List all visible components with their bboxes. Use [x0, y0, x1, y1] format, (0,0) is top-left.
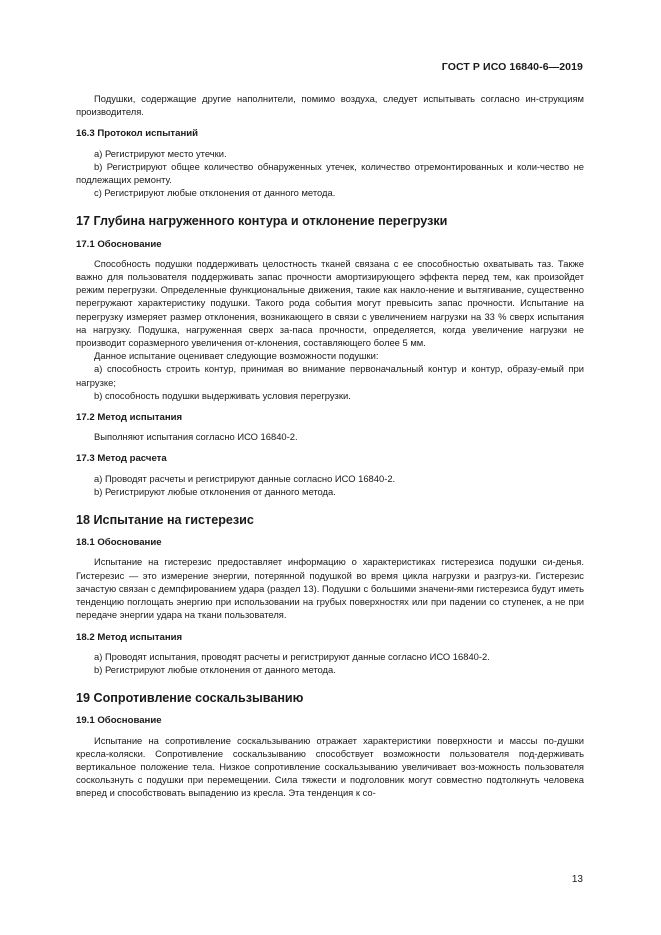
section-16-3-item-c: c) Регистрируют любые отклонения от данного метода. [94, 187, 336, 199]
section-16-3-title: 16.3 Протокол испытаний [76, 128, 199, 140]
section-17-1-item-b: b) способность подушки выдерживать условия перегрузки. [94, 389, 351, 401]
section-19-heading: 19 Сопротивление соскальзыванию [76, 691, 304, 706]
section-17-heading: 17 Глубина нагруженного контура и отклонение перегрузки [76, 214, 448, 229]
section-18-2-item-b: b) Регистрируют любые отклонения от данного метода. [94, 663, 336, 675]
section-17-1-paragraph-2: Данное испытание оценивает следующие возможности подушки: [94, 350, 379, 362]
section-16-3-item-b: b) Регистрируют общее количество обнаруженных утечек, количество отремонтированных и коли-чество не подлежащих ремонту. [76, 160, 584, 186]
section-18-1-paragraph: Испытание на гистерезис предоставляет информацию о характеристиках гистерезиса подушки си-денья. Гистерезис — это измерение энергии, потерянной подушкой во время цикла нагрузки и разгруз-ки. Гистерезис зачастую связан с демпфированием удара (раздел 13). Подушки с большими значени-ями гистерезиса будут иметь тенденцию поглощать энергию при использовании на грубых поверхностях или при падении со ступенек, а не при передаче энергии удара на ткани пользователя. [76, 556, 584, 621]
section-17-3-title: 17.3 Метод расчета [76, 453, 167, 465]
section-18-2-title: 18.2 Метод испытания [76, 631, 183, 643]
intro-paragraph: Подушки, содержащие другие наполнители, помимо воздуха, следует испытывать согласно ин-струкциям производителя. [76, 93, 584, 118]
section-17-1-item-a: a) способность строить контур, принимая во внимание первоначальный контур и контур, образу-емый при нагрузке; [76, 363, 584, 388]
section-17-2-title: 17.2 Метод испытания [76, 412, 183, 424]
section-18-2-item-a: a) Проводят испытания, проводят расчеты и регистрируют данные согласно ИСО 16840-2. [94, 650, 490, 662]
section-18-1-title: 18.1 Обоснование [76, 537, 162, 549]
section-17-1-paragraph-1: Способность подушки поддерживать целостность тканей связана с ее способностью охватывать таз. Также важно для пользователя поддерживать запас прочности амортизирующего эффекта перед тем, как произойдет режим перегрузки. Определенные функциональные движения, такие как накло-нение и вытягивание, существенно перегружают характеристику подушки. Такого рода события могут превысить запас прочности. Испытание на перегрузку измеряет размер отклонения, возникающего в связи с увеличением нагрузки на 33 % сверх испытания на нагрузку. Подушка, нагруженная сверх за-паса прочности, определяется, когда увеличение нагрузки не производит соразмерного увеличения от-клонения, составляющего более 5 мм. [76, 257, 584, 349]
document-body [76, 92, 584, 800]
section-18-heading: 18 Испытание на гистерезис [76, 513, 254, 528]
section-17-3-item-a: a) Проводят расчеты и регистрируют данные согласно ИСО 16840-2. [94, 472, 396, 484]
page-number: 13 [571, 874, 583, 885]
section-17-2-paragraph: Выполняют испытания согласно ИСО 16840-2. [94, 431, 298, 443]
section-19-1-title: 19.1 Обоснование [76, 715, 162, 727]
section-16-3-item-a: a) Регистрируют место утечки. [94, 147, 227, 159]
section-17-3-item-b: b) Регистрируют любые отклонения от данного метода. [94, 485, 336, 497]
document-code-header: ГОСТ Р ИСО 16840-6—2019 [441, 61, 583, 73]
section-17-1-title: 17.1 Обоснование [76, 238, 162, 250]
section-19-1-paragraph: Испытание на сопротивление соскальзыванию отражает характеристики поверхности и массы по-душки кресла-коляски. Сопротивление соскальзыванию способствует возможности пользователя под-держивать вертикальное положение тела. Низкое сопротивление соскальзыванию увеличивает воз-можность пользователя соскользнуть с подушки при перемещении. Сила тяжести и подголовник могут совместно подтолкнуть человека вперед и способствовать выпадению из кресла. Эта тенденция к со- [76, 734, 584, 799]
